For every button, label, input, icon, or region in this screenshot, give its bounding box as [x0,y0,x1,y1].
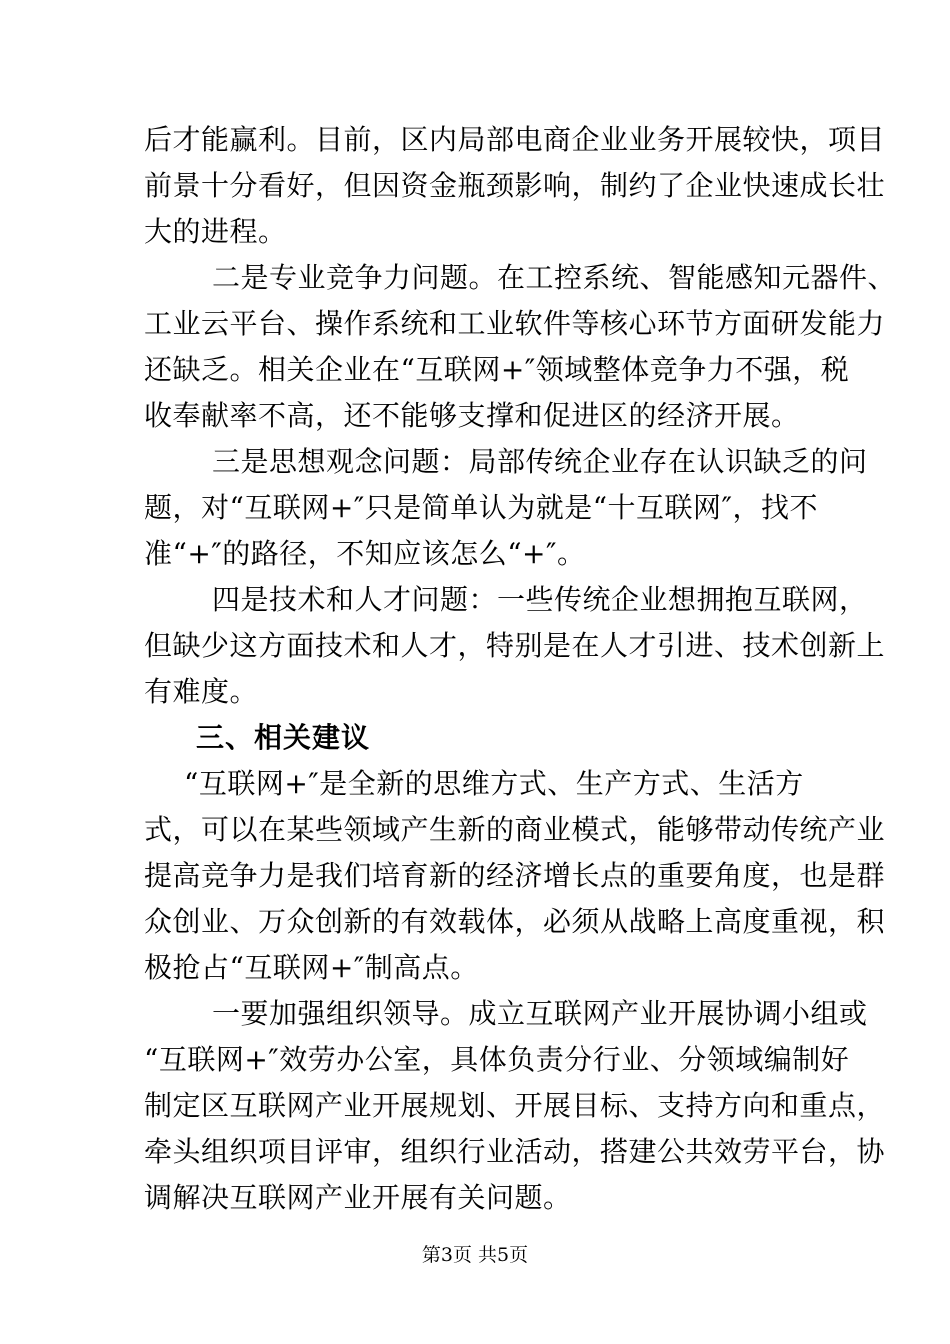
text-line-16: 式，可以在某些领域产生新的商业模式，能够带动传统产业 [144,813,886,846]
text-line-3: 大的进程。 [144,215,287,248]
paragraph-6-start: 一要加强组织领导。成立互联网产业开展协调小组或 [212,997,868,1030]
text-line-12: 但缺少这方面技术和人才，特别是在人才引进、技术创新上 [144,629,886,662]
text-line-21: “互联网+″效劳办公室，具体负责分行业、分领域编制好 [144,1043,850,1076]
paragraph-5-start: “互联网+″是全新的思维方式、生产方式、生活方 [184,767,804,800]
paragraph-4-start: 四是技术和人才问题：一些传统企业想拥抱互联网， [212,583,868,616]
text-line-22: 制定区互联网产业开展规划、开展目标、支持方向和重点， [144,1089,886,1122]
text-line-24: 调解决互联网产业开展有关问题。 [144,1181,572,1214]
text-line-6: 还缺乏。相关企业在“互联网+″领域整体竞争力不强，税 [144,353,850,386]
text-line-9: 题，对“互联网+″只是简单认为就是“十互联网″，找不 [144,491,819,524]
text-line-1: 后才能赢利。目前，区内局部电商企业业务开展较快，项目 [144,123,886,156]
text-line-19: 极抢占“互联网+″制高点。 [144,951,479,984]
paragraph-2-start: 二是专业竞争力问题。在工控系统、智能感知元器件、 [212,261,897,294]
page-number-footer: 第3页 共5页 [421,1244,529,1266]
paragraph-3-start: 三是思想观念问题：局部传统企业存在认识缺乏的问 [212,445,868,478]
text-line-7: 收奉献率不高，还不能够支撑和促进区的经济开展。 [144,399,800,432]
text-line-2: 前景十分看好，但因资金瓶颈影响，制约了企业快速成长壮 [144,169,886,202]
text-line-23: 牵头组织项目评审，组织行业活动，搭建公共效劳平台，协 [144,1135,886,1168]
text-line-13: 有难度。 [144,675,259,708]
section-heading: 三、相关建议 [196,721,371,754]
text-line-17: 提高竞争力是我们培育新的经济增长点的重要角度，也是群 [144,859,886,892]
text-line-18: 众创业、万众创新的有效载体，必须从战略上高度重视，积 [144,905,886,938]
text-line-10: 准“+″的路径，不知应该怎么“+″。 [144,537,586,570]
text-line-5: 工业云平台、操作系统和工业软件等核心环节方面研发能力 [144,307,886,340]
